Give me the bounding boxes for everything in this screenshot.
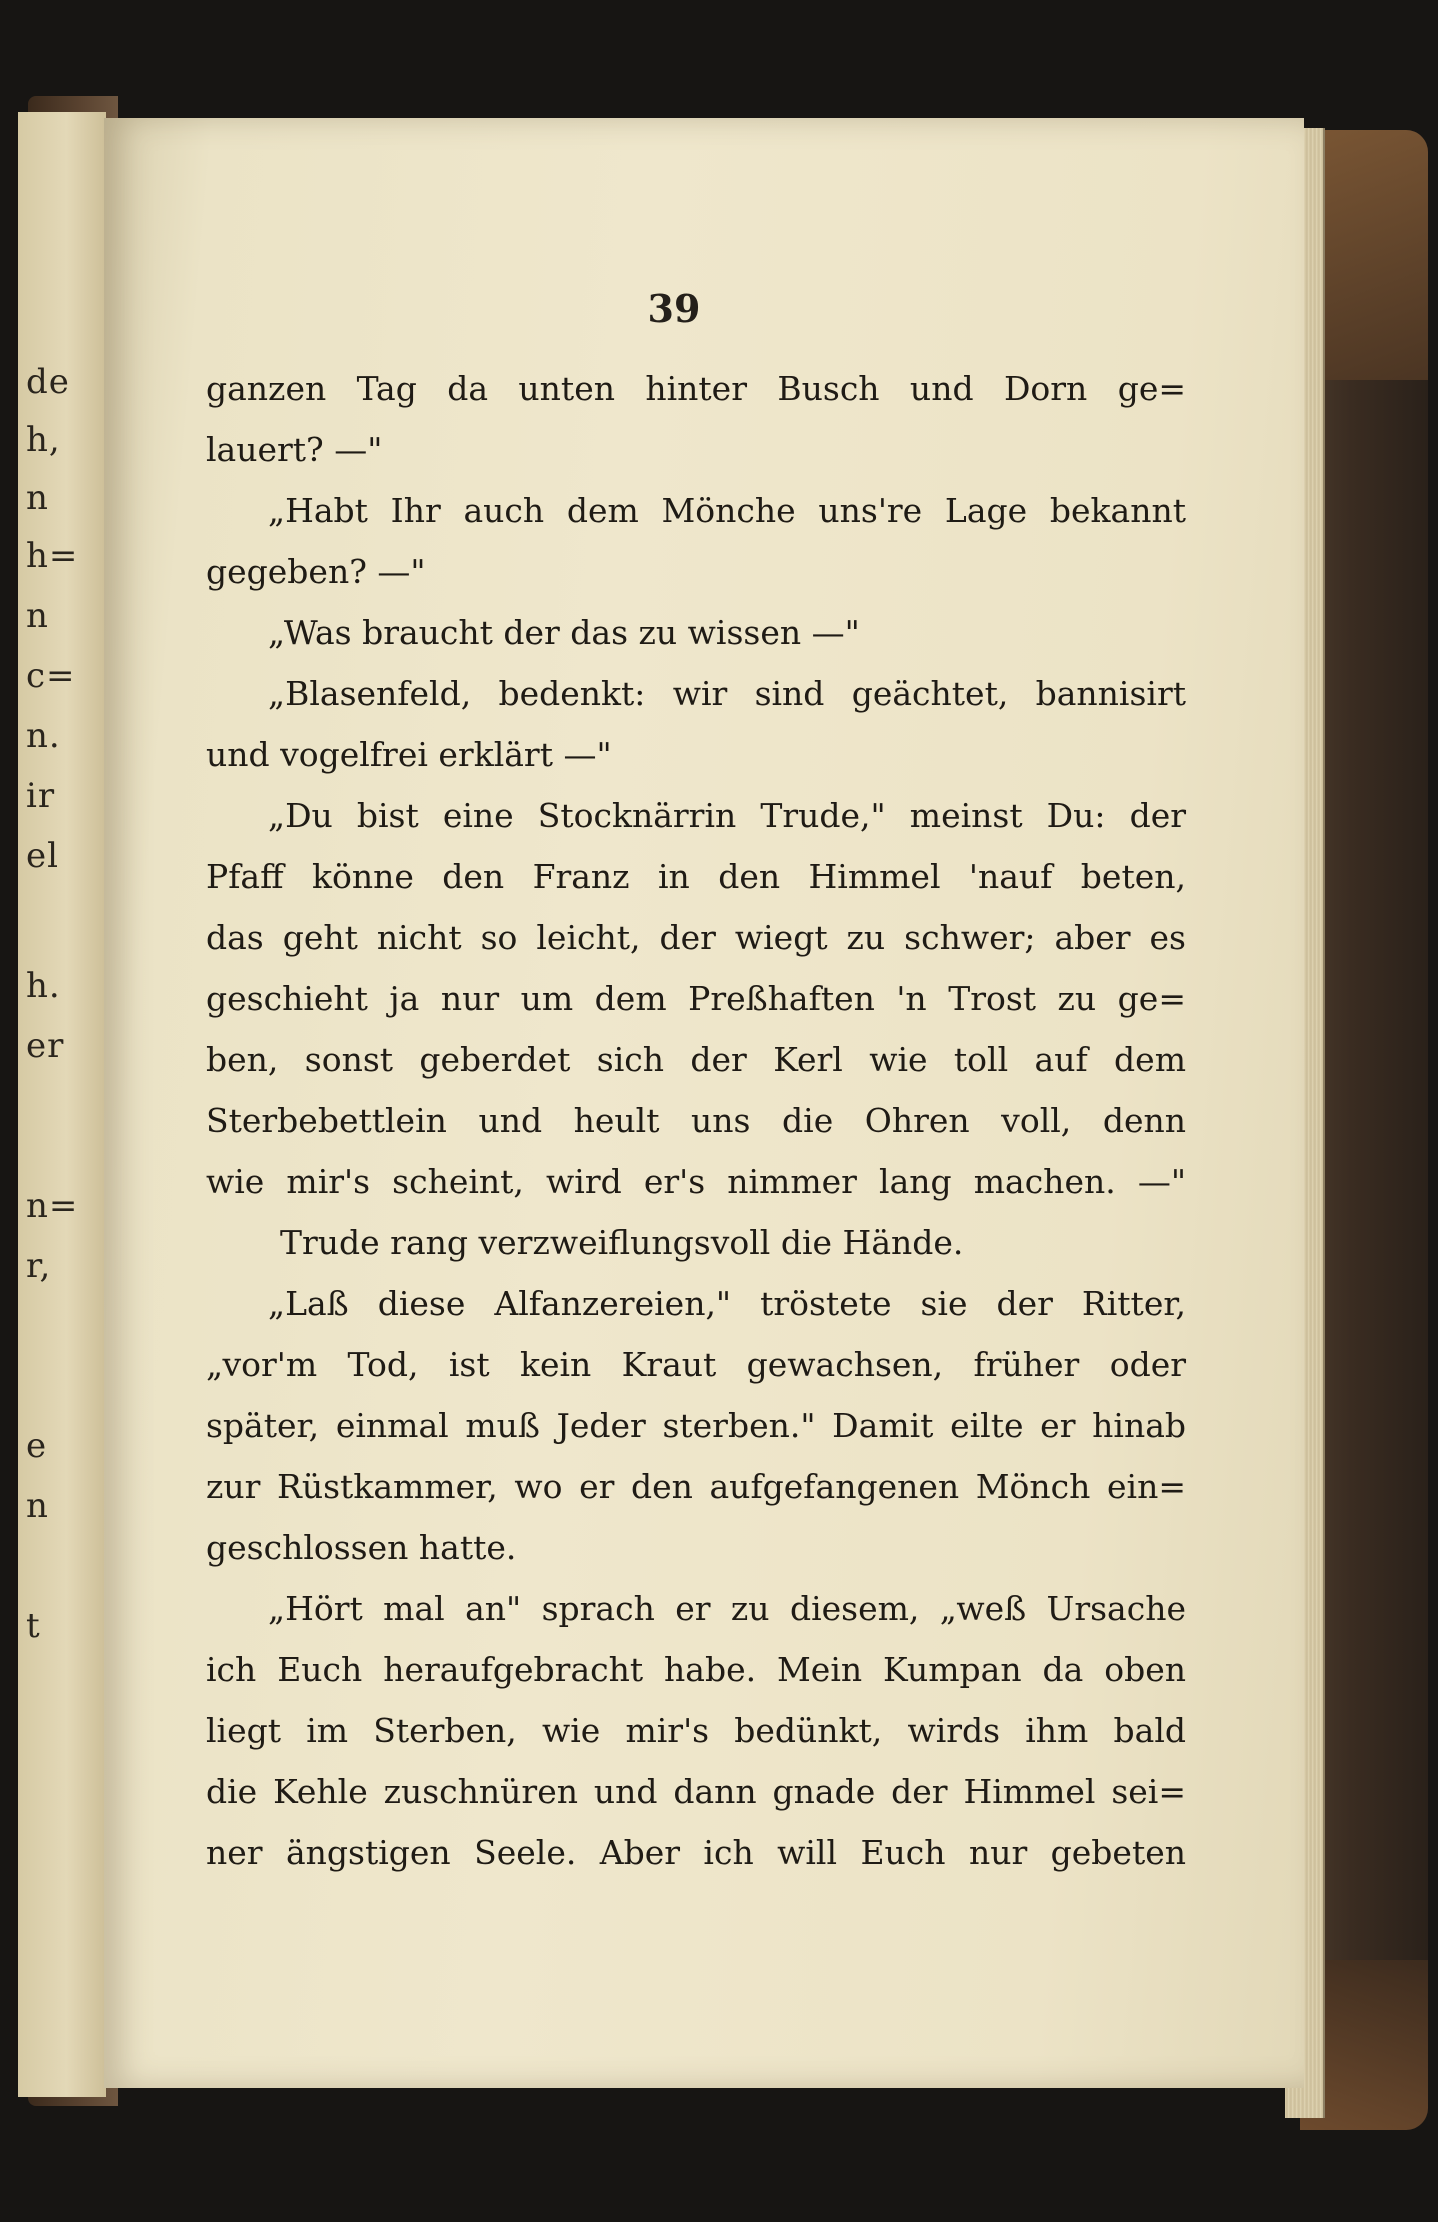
text-line: Trude rang verzweiflungsvoll die Hände. xyxy=(280,1223,964,1262)
text-line: lauert? —" xyxy=(206,430,383,469)
facing-fragment: c= xyxy=(26,656,76,696)
page-number: 39 xyxy=(647,286,701,331)
text-line: ner ängstigen Seele. Aber ich will Euch nur gebeten xyxy=(206,1833,1186,1872)
text-line: ben, sonst geberdet sich der Kerl wie toll auf dem xyxy=(206,1040,1186,1079)
text-line: ganzen Tag da unten hinter Busch und Dorn ge= xyxy=(206,369,1186,408)
text-line: gegeben? —" xyxy=(206,552,426,591)
facing-page xyxy=(18,112,106,2097)
text-line: zur Rüstkammer, wo er den aufgefangenen Mönch ein= xyxy=(206,1467,1186,1506)
facing-fragment: r, xyxy=(26,1246,52,1286)
facing-fragment: n= xyxy=(26,1186,79,1226)
facing-fragment: er xyxy=(26,1026,65,1066)
text-line: „Du bist eine Stocknärrin Trude," meinst Du: der xyxy=(268,796,1186,835)
facing-fragment: h, xyxy=(26,420,61,460)
facing-fragment: n xyxy=(26,1486,49,1526)
page-text xyxy=(206,358,1186,1883)
text-line: und vogelfrei erklärt —" xyxy=(206,735,612,774)
text-line: wie mir's scheint, wird er's nimmer lang machen. —" xyxy=(206,1162,1186,1201)
facing-fragment: n xyxy=(26,478,49,518)
text-line: Pfaff könne den Franz in den Himmel 'nauf beten, xyxy=(206,857,1186,896)
facing-fragment: n. xyxy=(26,716,61,756)
facing-fragment: h. xyxy=(26,966,61,1006)
text-line: das geht nicht so leicht, der wiegt zu schwer; aber es xyxy=(206,918,1186,957)
facing-fragment: e xyxy=(26,1426,48,1466)
text-line: geschieht ja nur um dem Preßhaften 'n Trost zu ge= xyxy=(206,979,1186,1018)
text-line: „Laß diese Alfanzereien," tröstete sie der Ritter, xyxy=(268,1284,1186,1323)
facing-fragment: n xyxy=(26,596,49,636)
facing-fragment: de xyxy=(26,362,70,402)
text-line: „Blasenfeld, bedenkt: wir sind geächtet, bannisirt xyxy=(268,674,1186,713)
facing-fragment: t xyxy=(26,1606,41,1646)
text-line: „Habt Ihr auch dem Mönche uns're Lage bekannt xyxy=(268,491,1186,530)
facing-fragment: ir xyxy=(26,776,56,816)
book-page xyxy=(104,118,1304,2088)
facing-fragment: h= xyxy=(26,536,79,576)
text-line: die Kehle zuschnüren und dann gnade der Himmel sei= xyxy=(206,1772,1186,1811)
facing-fragment: el xyxy=(26,836,59,876)
text-line: liegt im Sterben, wie mir's bedünkt, wirds ihm bald xyxy=(206,1711,1186,1750)
text-line: „vor'm Tod, ist kein Kraut gewachsen, früher oder xyxy=(206,1345,1186,1384)
text-line: Sterbebettlein und heult uns die Ohren voll, denn xyxy=(206,1101,1186,1140)
text-line: ich Euch heraufgebracht habe. Mein Kumpan da oben xyxy=(206,1650,1186,1689)
text-line: später, einmal muß Jeder sterben." Damit eilte er hinab xyxy=(206,1406,1186,1445)
text-line: „Hört mal an" sprach er zu diesem, „weß Ursache xyxy=(268,1589,1186,1628)
text-line: „Was braucht der das zu wissen —" xyxy=(268,613,860,652)
text-line: geschlossen hatte. xyxy=(206,1528,517,1567)
